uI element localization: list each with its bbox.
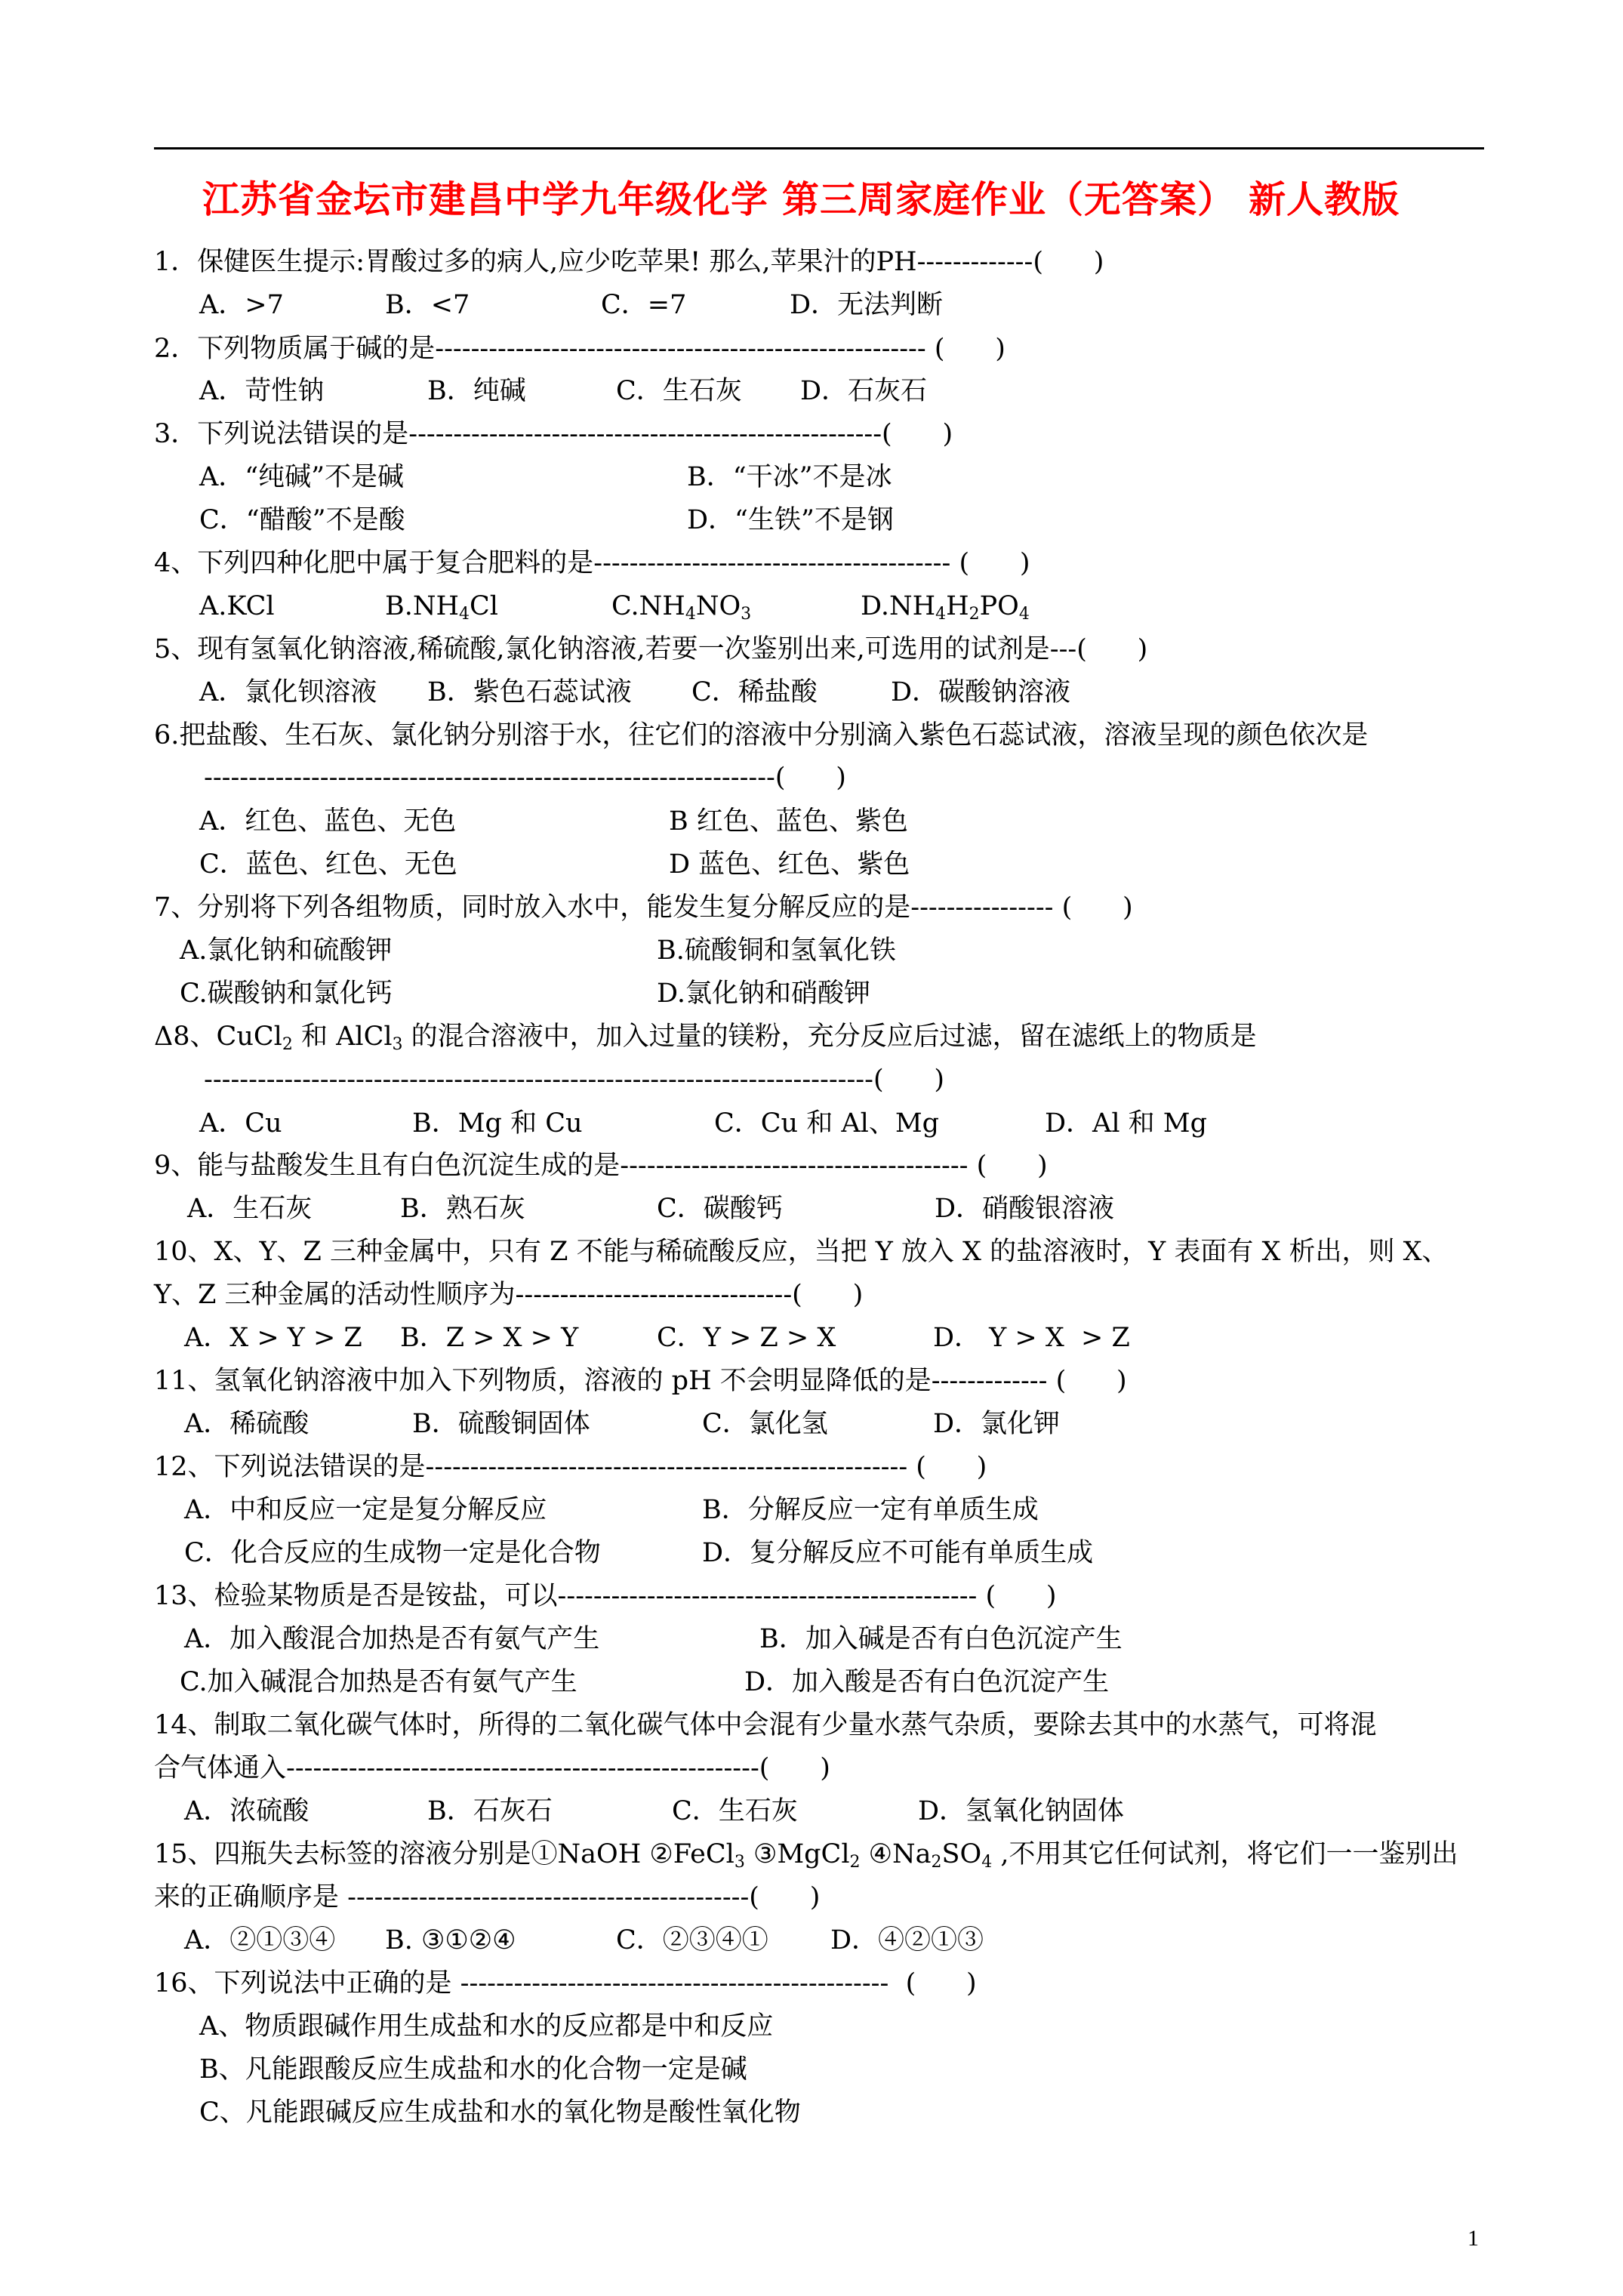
- q4-option-b: $B.NH_4Cl$: [385, 591, 498, 624]
- question-14-stem: 14、制取二氧化碳气体时，所得的二氧化碳气体中会混有少量水蒸气杂质，要除去其中的水蒸气，可将混: [154, 1710, 1377, 1740]
- question-6-stem: 6.把盐酸、生石灰、氯化钠分别溶于水，往它们的溶液中分别滴入紫色石蕊试液，溶液呈现的颜色依次是: [154, 720, 1369, 750]
- q10-option-d: D． Y > X > Z: [933, 1323, 1130, 1353]
- q5-option-b: B．紫色石蕊试液: [427, 677, 632, 707]
- q3-option-a: A．“纯碱”不是碱: [199, 462, 405, 492]
- q1-option-c: C．=7: [601, 290, 687, 320]
- q9-option-c: C．碳酸钙: [657, 1194, 783, 1224]
- q1-option-d: D．无法判断: [790, 290, 944, 320]
- question-9-stem: 9、能与盐酸发生且有白色沉淀生成的是--------------------------------------- ( ): [154, 1151, 1048, 1181]
- q12-option-d: D．复分解反应不可能有单质生成: [702, 1538, 1094, 1568]
- q4-option-a: A.KCl: [199, 591, 275, 621]
- q3-option-d: D．“生铁”不是钢: [687, 505, 894, 535]
- q2-option-c: C．生石灰: [616, 376, 742, 406]
- q6-option-d: D 蓝色、红色、紫色: [669, 849, 910, 880]
- q7-option-a: A.氯化钠和硫酸钾: [180, 935, 393, 966]
- q15-option-a: A．②①③④: [184, 1925, 336, 1955]
- q5-option-c: C．稀盐酸: [691, 677, 818, 707]
- question-10-stem-cont: Y、Z 三种金属的活动性顺序为-------------------------------( ): [154, 1280, 864, 1310]
- question-3-stem: 3．下列说法错误的是-----------------------------------------------------( ): [154, 419, 953, 449]
- q4-option-c: $C.NH_4NO_3$: [611, 591, 752, 624]
- document-title: 江苏省金坛市建昌中学九年级化学 第三周家庭作业（无答案） 新人教版: [202, 177, 1400, 221]
- q14-option-d: D．氢氧化钠固体: [918, 1796, 1125, 1826]
- q14-option-a: A．浓硫酸: [184, 1796, 310, 1826]
- q8-option-c: C．Cu 和 Al、Mg: [714, 1108, 940, 1139]
- q2-option-b: B．纯碱: [427, 376, 526, 406]
- q9-option-a: A．生石灰: [187, 1194, 313, 1224]
- q10-option-a: A．X > Y > Z: [184, 1323, 362, 1353]
- q8-option-b: B．Mg 和 Cu: [412, 1108, 583, 1139]
- q2-option-a: A．苛性钠: [199, 376, 325, 406]
- q7-option-b: B.硫酸铜和氢氧化铁: [657, 935, 896, 966]
- q6-option-a: A．红色、蓝色、无色: [199, 806, 457, 837]
- q12-option-b: B．分解反应一定有单质生成: [702, 1495, 1039, 1525]
- question-10-stem: 10、X、Y、Z 三种金属中，只有 Z 不能与稀硫酸反应，当把 Y 放入 X 的盐溶液时，Y 表面有 X 析出，则 X、: [154, 1237, 1449, 1267]
- q7-option-c: C.碳酸钠和氯化钙: [180, 978, 393, 1009]
- header-rule: [154, 147, 1484, 149]
- q13-option-d: D．加入酸是否有白色沉淀产生: [744, 1667, 1110, 1697]
- q10-option-c: C．Y > Z > X: [657, 1323, 836, 1353]
- question-11-stem: 11、氢氧化钠溶液中加入下列物质，溶液的 pH 不会明显降低的是------------- ( ): [154, 1366, 1127, 1396]
- question-12-stem: 12、下列说法错误的是------------------------------------------------------ ( ): [154, 1452, 987, 1482]
- question-6-stem-cont: ----------------------------------------------------------------( ): [204, 763, 846, 793]
- question-15-stem: 15、四瓶失去标签的溶液分别是①NaOH ②FeCl$_3$ ③MgCl$_2$ $④Na_2SO_4$ ,不用其它任何试剂，将它们一一鉴别出: [154, 1839, 1458, 1872]
- q6-option-b: B 红色、蓝色、紫色: [669, 806, 908, 837]
- question-13-stem: 13、检验某物质是否是铵盐，可以----------------------------------------------- ( ): [154, 1581, 1057, 1611]
- q13-option-a: A．加入酸混合加热是否有氨气产生: [184, 1624, 600, 1654]
- q8-option-d: D．Al 和 Mg: [1045, 1108, 1208, 1139]
- q9-option-d: D．硝酸银溶液: [935, 1194, 1115, 1224]
- question-4-stem: 4、下列四种化肥中属于复合肥料的是---------------------------------------- ( ): [154, 548, 1030, 578]
- q4-option-d: $D.NH_4H_2PO_4$: [861, 591, 1030, 624]
- question-8-stem-cont: ---------------------------------------------------------------------------( ): [204, 1065, 945, 1095]
- q16-option-a: A、物质跟碱作用生成盐和水的反应都是中和反应: [199, 2011, 774, 2042]
- q11-option-b: B．硫酸铜固体: [412, 1409, 590, 1439]
- question-5-stem: 5、现有氢氧化钠溶液,稀硫酸,氯化钠溶液,若要一次鉴别出来,可选用的试剂是---( ): [154, 634, 1148, 664]
- question-1-stem: 1．保健医生提示:胃酸过多的病人,应少吃苹果! 那么,苹果汁的PH-------------( ): [154, 247, 1104, 277]
- q1-option-a: A．>7: [199, 290, 284, 320]
- q7-option-d: D.氯化钠和硝酸钾: [657, 978, 870, 1009]
- question-7-stem: 7、分别将下列各组物质，同时放入水中，能发生复分解反应的是---------------- ( ): [154, 892, 1133, 923]
- q12-option-c: C．化合反应的生成物一定是化合物: [184, 1538, 601, 1568]
- question-15-stem-cont: 来的正确顺序是 ---------------------------------------------( ): [154, 1882, 821, 1912]
- q8-option-a: A．Cu: [199, 1108, 282, 1139]
- q6-option-c: C．蓝色、红色、无色: [199, 849, 457, 880]
- question-2-stem: 2．下列物质属于碱的是------------------------------------------------------- ( ): [154, 334, 1006, 364]
- q3-option-b: B．“干冰”不是冰: [687, 462, 892, 492]
- page-number: 1: [1467, 2226, 1479, 2251]
- q5-option-a: A．氯化钡溶液: [199, 677, 377, 707]
- q2-option-d: D．石灰石: [800, 376, 928, 406]
- q9-option-b: B．熟石灰: [400, 1194, 525, 1224]
- q10-option-b: B．Z > X > Y: [400, 1323, 579, 1353]
- q14-option-b: B．石灰石: [427, 1796, 553, 1826]
- q15-option-c: C．②③④①: [616, 1925, 768, 1955]
- q1-option-b: B．<7: [385, 290, 470, 320]
- question-16-stem: 16、下列说法中正确的是 ------------------------------------------------ ( ): [154, 1968, 977, 1999]
- question-8-stem: Δ8、CuCl$_2$ 和 AlCl$_3$ 的混合溶液中，加入过量的镁粉，充分反应后过滤，留在滤纸上的物质是: [154, 1022, 1257, 1054]
- q11-option-a: A．稀硫酸: [184, 1409, 310, 1439]
- question-14-stem-cont: 合气体通入-----------------------------------------------------( ): [154, 1753, 830, 1783]
- q16-option-c: C、凡能跟碱反应生成盐和水的氧化物是酸性氧化物: [199, 2097, 801, 2128]
- q13-option-c: C.加入碱混合加热是否有氨气产生: [180, 1667, 577, 1697]
- q15-option-b: B. ③①②④: [385, 1925, 516, 1955]
- q16-option-b: B、凡能跟酸反应生成盐和水的化合物一定是碱: [199, 2054, 747, 2085]
- q11-option-d: D．氯化钾: [933, 1409, 1061, 1439]
- q3-option-c: C．“醋酸”不是酸: [199, 505, 405, 535]
- q14-option-c: C．生石灰: [672, 1796, 798, 1826]
- q13-option-b: B．加入碱是否有白色沉淀产生: [759, 1624, 1123, 1654]
- q5-option-d: D．碳酸钠溶液: [891, 677, 1071, 707]
- q15-option-d: D．④②①③: [830, 1925, 984, 1955]
- q12-option-a: A．中和反应一定是复分解反应: [184, 1495, 547, 1525]
- q11-option-c: C．氯化氢: [702, 1409, 828, 1439]
